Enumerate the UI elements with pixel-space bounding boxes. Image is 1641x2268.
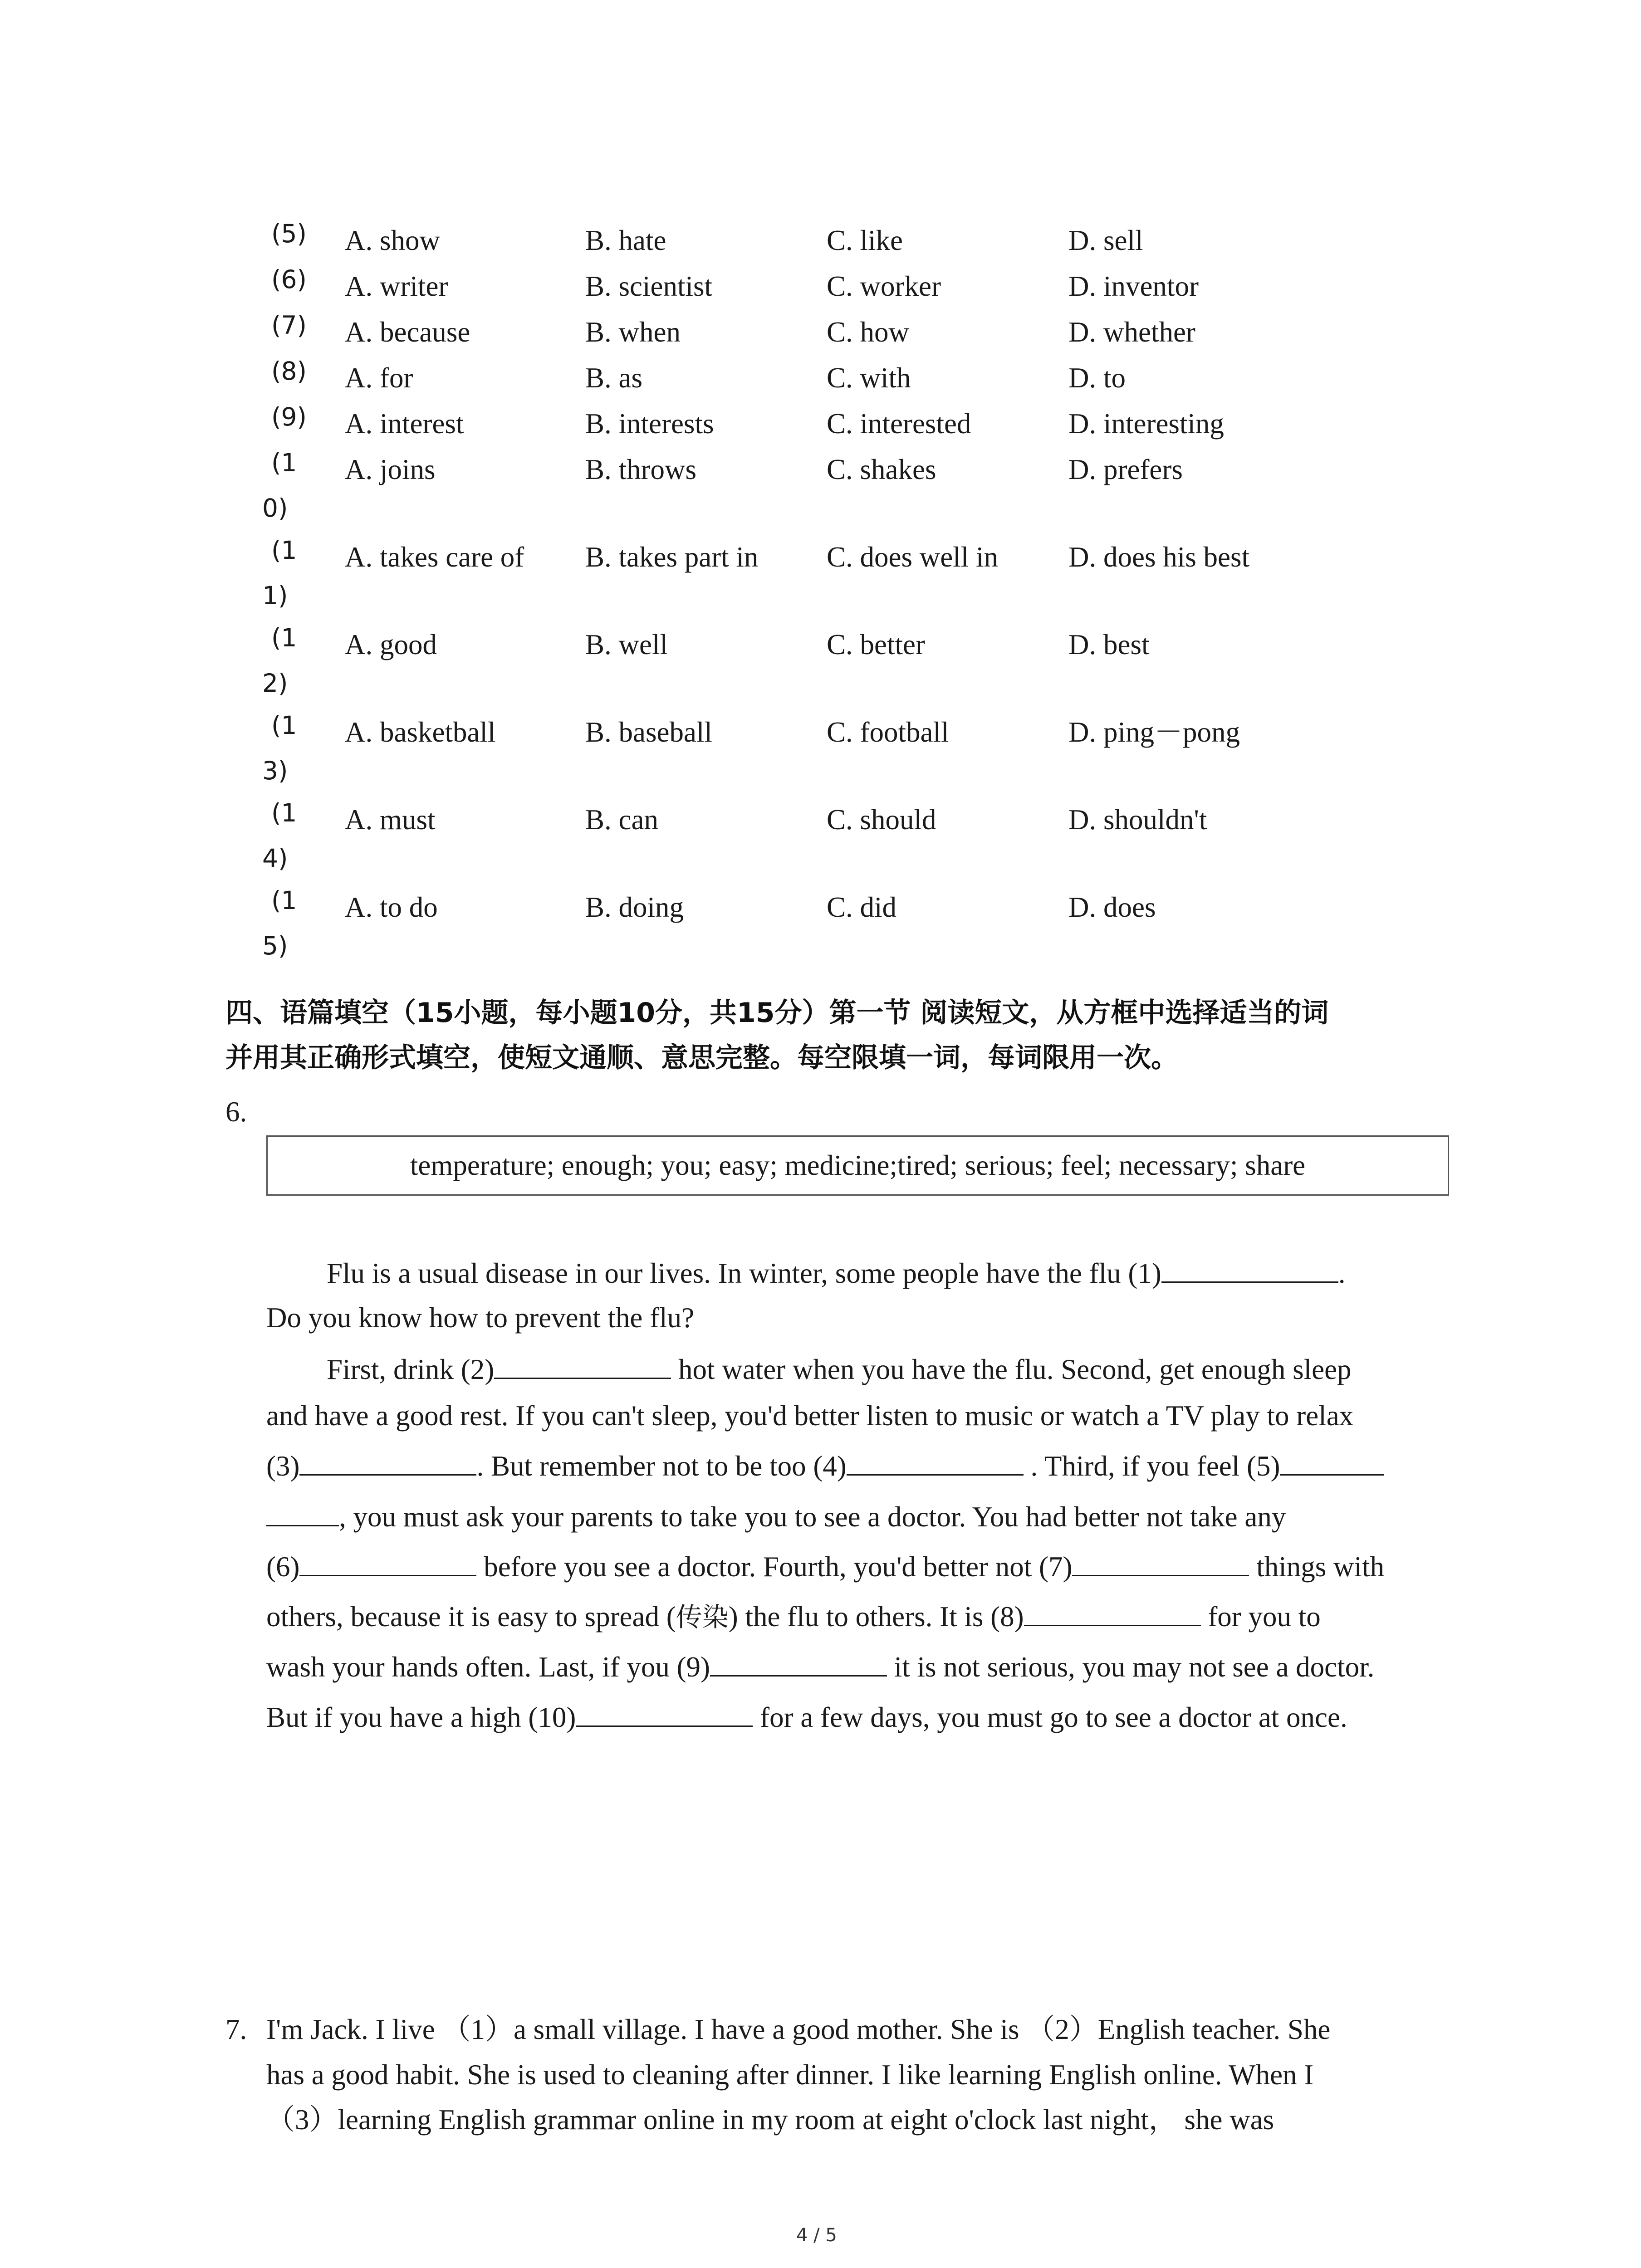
option-b: B. doing — [585, 891, 684, 923]
option-d: D. best — [1068, 629, 1150, 660]
option-a: A. to do — [345, 891, 438, 923]
option-b: B. interests — [585, 408, 714, 440]
passage-text-cjk: 传染 — [676, 1602, 729, 1633]
answer-blank[interactable] — [299, 1451, 476, 1476]
answer-blank[interactable] — [576, 1702, 753, 1727]
option-number-part1: (1 — [271, 711, 297, 740]
passage-text: . — [1338, 1257, 1346, 1289]
passage-line: （3）learning English grammar online in my room at eight o'clock last night， she was — [266, 2104, 1274, 2136]
option-number-part1: (1 — [271, 886, 297, 915]
option-b: B. takes part in — [585, 541, 759, 573]
answer-blank-continued[interactable] — [266, 1501, 339, 1526]
option-c: C. does well in — [827, 541, 998, 573]
question-number: 6. — [225, 1096, 247, 1128]
passage-line — [266, 1501, 1286, 1531]
option-d: D. inventor — [1068, 270, 1199, 302]
option-d: D. prefers — [1068, 454, 1183, 485]
option-a: A. for — [345, 362, 413, 394]
passage-line — [266, 1551, 1384, 1581]
option-number: (8) — [271, 357, 307, 386]
passage-text: hot water when you have the flu. Second, get enough sleep — [671, 1354, 1352, 1385]
option-number: (7) — [271, 311, 307, 340]
option-a: A. must — [345, 804, 436, 836]
option-d: D. whether — [1068, 316, 1195, 348]
option-a: A. interest — [345, 408, 464, 440]
answer-blank[interactable] — [1072, 1551, 1249, 1576]
answer-blank[interactable] — [1280, 1451, 1384, 1476]
option-a: A. because — [345, 316, 470, 348]
passage-line: Do you know how to prevent the flu? — [266, 1302, 695, 1334]
section-heading-line2: 并用其正确形式填空，使短文通顺、意思完整。每空限填一词，每词限用一次。 — [225, 1042, 1178, 1074]
passage-line: has a good habit. She is used to cleaning after dinner. I like learning English online. When I — [266, 2059, 1314, 2091]
option-a: A. takes care of — [345, 541, 524, 573]
passage-text: First, drink (2) — [327, 1354, 495, 1385]
option-c: C. interested — [827, 408, 971, 440]
option-b: B. when — [585, 316, 681, 348]
option-c: C. like — [827, 225, 903, 256]
passage-line — [266, 1702, 1347, 1732]
passage-text: ) the flu to others. It is (8) — [728, 1601, 1024, 1633]
option-d: D. ping－pong — [1068, 716, 1240, 748]
answer-blank[interactable] — [494, 1354, 671, 1379]
option-b: B. hate — [585, 225, 666, 256]
option-c: C. with — [827, 362, 911, 394]
passage-text: , you must ask your parents to take you to see a doctor. You had better not take any — [339, 1501, 1286, 1533]
option-a: A. writer — [345, 270, 448, 302]
word-box — [266, 1135, 1449, 1196]
option-d: D. sell — [1068, 225, 1143, 256]
passage-text: it is not serious, you may not see a doctor. — [887, 1651, 1375, 1683]
passage-text: for you to — [1200, 1601, 1321, 1633]
word-box-text: temperature; enough; you; easy; medicine;tired; serious; feel; necessary; share — [410, 1149, 1306, 1181]
option-number-part2: 2) — [262, 669, 288, 698]
passage-text: before you see a doctor. Fourth, you'd better not (7) — [476, 1551, 1073, 1583]
passage-line — [327, 1258, 1346, 1288]
passage-text: others, because it is easy to spread ( — [266, 1601, 676, 1633]
passage-text: for a few days, you must go to see a doctor at once. — [753, 1701, 1347, 1733]
option-number-part1: (1 — [271, 448, 297, 477]
option-number-part2: 0) — [262, 494, 288, 523]
passage-text: . Third, if you feel (5) — [1023, 1450, 1280, 1482]
passage-line — [327, 1354, 1352, 1384]
option-c: C. football — [827, 716, 949, 748]
option-c: C. did — [827, 891, 897, 923]
passage-line — [266, 1652, 1374, 1681]
answer-blank[interactable] — [710, 1652, 887, 1677]
passage-text: wash your hands often. Last, if you (9) — [266, 1651, 710, 1683]
answer-blank[interactable] — [1024, 1601, 1201, 1626]
option-number: (9) — [271, 402, 307, 431]
option-d: D. does his best — [1068, 541, 1249, 573]
option-a: A. basketball — [345, 716, 496, 748]
option-b: B. can — [585, 804, 658, 836]
option-b: B. throws — [585, 454, 697, 485]
answer-blank[interactable] — [299, 1551, 476, 1576]
option-d: D. interesting — [1068, 408, 1224, 440]
option-a: A. joins — [345, 454, 436, 485]
section-heading-line1: 四、语篇填空（15小题，每小题10分，共15分）第一节 阅读短文，从方框中选择适当的词 — [225, 997, 1329, 1029]
option-d: D. does — [1068, 891, 1156, 923]
passage-text: things with — [1249, 1551, 1385, 1583]
option-number-part1: (1 — [271, 798, 297, 827]
passage-line: and have a good rest. If you can't sleep, you'd better listen to music or watch a TV play to relax — [266, 1400, 1354, 1432]
answer-blank[interactable] — [1161, 1258, 1338, 1283]
passage-line: I'm Jack. I live （1）a small village. I have a good mother. She is （2）English teacher. She — [266, 2014, 1331, 2045]
passage-text: (6) — [266, 1551, 300, 1583]
option-c: C. worker — [827, 270, 941, 302]
option-a: A. show — [345, 225, 441, 256]
option-c: C. shakes — [827, 454, 936, 485]
option-number-part2: 4) — [262, 844, 288, 873]
option-number-part1: (1 — [271, 536, 297, 565]
passage-text: But if you have a high (10) — [266, 1701, 576, 1733]
option-number: (5) — [271, 219, 307, 248]
question-number: 7. — [225, 2014, 247, 2045]
passage-text: (3) — [266, 1450, 300, 1482]
option-number-part2: 1) — [262, 581, 288, 610]
option-d: D. to — [1068, 362, 1126, 394]
option-c: C. should — [827, 804, 936, 836]
option-number-part2: 3) — [262, 756, 288, 785]
option-c: C. better — [827, 629, 925, 660]
passage-line — [266, 1601, 1321, 1631]
option-b: B. well — [585, 629, 668, 660]
passage-text: . But remember not to be too (4) — [476, 1450, 847, 1482]
answer-blank[interactable] — [847, 1451, 1024, 1476]
passage-text: Flu is a usual disease in our lives. In winter, some people have the flu (1) — [327, 1257, 1161, 1289]
option-d: D. shouldn't — [1068, 804, 1207, 836]
option-b: B. baseball — [585, 716, 712, 748]
option-c: C. how — [827, 316, 910, 348]
option-b: B. scientist — [585, 270, 712, 302]
option-a: A. good — [345, 629, 437, 660]
page-number: 4 / 5 — [796, 2225, 837, 2246]
passage-line — [266, 1451, 1384, 1481]
option-b: B. as — [585, 362, 642, 394]
option-number: (6) — [271, 265, 307, 294]
option-number-part1: (1 — [271, 623, 297, 652]
option-number-part2: 5) — [262, 931, 288, 960]
